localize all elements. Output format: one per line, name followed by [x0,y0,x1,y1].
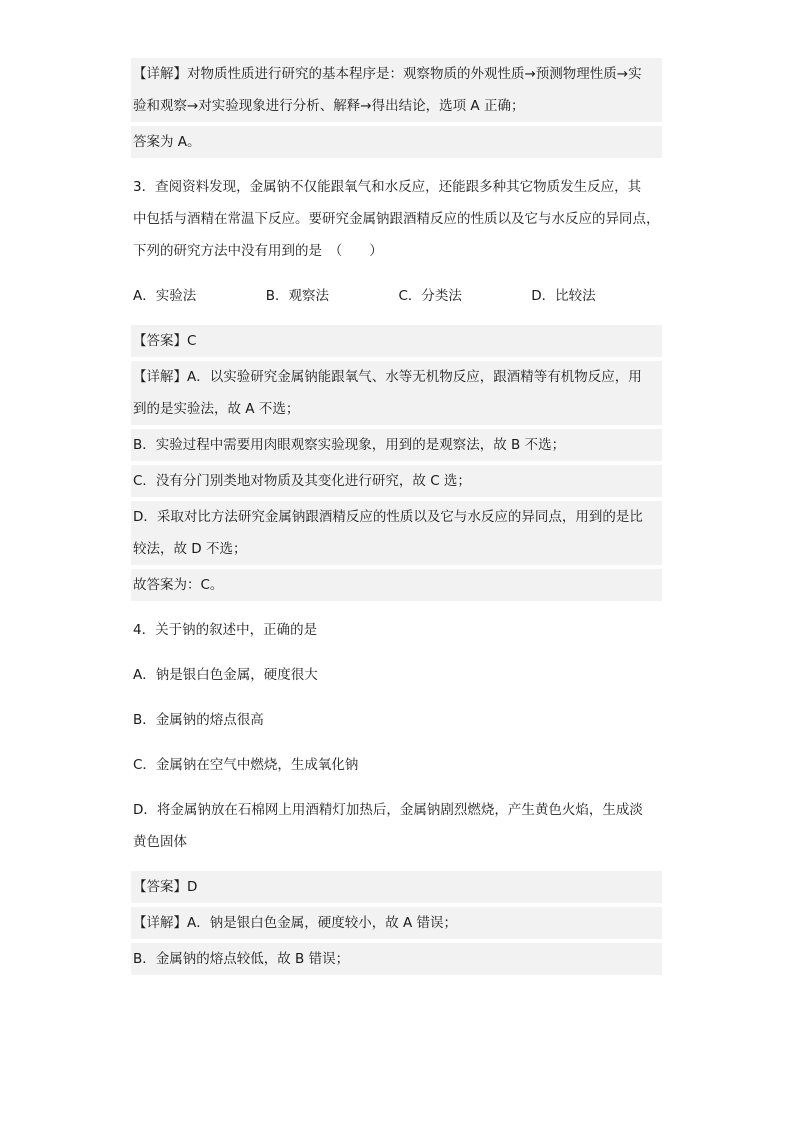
text-line: 【答案】C [133,333,197,349]
question-4-stem [131,614,662,646]
text-line: C．金属钠在空气中燃烧，生成氧化钠 [133,757,359,773]
question-4-explanation-2 [131,943,662,975]
question-4-option-c [131,749,662,781]
text-line: 【答案】D [133,879,198,895]
text-line: B．金属钠的熔点较低，故 B 错误； [133,951,350,967]
text-line: 【详解】对物质性质进行研究的基本程序是：观察物质的外观性质→预测物理性质→实 [133,66,642,82]
text-line: 4．关于钠的叙述中，正确的是 [133,622,318,638]
text-line: 答案为 A。 [133,134,201,150]
prev-explanation-block [131,58,662,122]
text-line: 【详解】A．钠是银白色金属，硬度较小，故 A 错误； [133,915,458,931]
text-line: 【详解】A．以实验研究金属钠能跟氧气、水等无机物反应，跟酒精等有机物反应，用 [133,369,642,385]
text-line: B．金属钠的熔点很高 [133,712,264,728]
text-line: B．实验过程中需要用肉眼观察实验现象，用到的是观察法，故 B 不选； [133,437,566,453]
question-3-stem [131,171,662,267]
question-4-option-b [131,704,662,736]
option-c: C．分类法 [398,288,462,304]
text-line: 较法，故 D 不选； [133,541,247,557]
text-line: 下列的研究方法中没有用到的是 （ ） [133,243,383,259]
prev-answer-line [131,126,662,158]
text-line: 故答案为：C。 [133,577,224,593]
question-3-final-answer [131,569,662,601]
text-line: 黄色固体 [133,834,187,850]
question-4-option-d [131,794,662,858]
text-line: A．钠是银白色金属，硬度很大 [133,667,318,683]
text-line: 到的是实验法，故 A 不选； [133,401,300,417]
question-3-explanation-3 [131,465,662,497]
question-4-option-a [131,659,662,691]
option-d: D．比较法 [531,288,596,304]
text-line: 3．查阅资料发现，金属钠不仅能跟氧气和水反应，还能跟多种其它物质发生反应，其 [133,179,642,195]
text-line: 验和观察→对实验现象进行分析、解释→得出结论，选项 A 正确； [133,98,525,114]
question-4-answer [131,871,662,903]
question-3-explanation-4 [131,501,662,565]
text-line: D．将金属钠放在石棉网上用酒精灯加热后，金属钠剧烈燃烧，产生黄色火焰，生成淡 [133,802,643,818]
question-3-explanation-1 [131,361,662,425]
option-b: B．观察法 [265,288,330,304]
question-3-explanation-2 [131,429,662,461]
question-3-answer [131,325,662,357]
question-3-options [131,280,662,312]
content-column [131,58,662,975]
option-a: A．实验法 [133,288,197,304]
text-line: D．采取对比方法研究金属钠跟酒精反应的性质以及它与水反应的异同点，用到的是比 [133,509,643,525]
question-4-explanation-1 [131,907,662,939]
text-line: 中包括与酒精在常温下反应。要研究金属钠跟酒精反应的性质以及它与水反应的异同点， [133,211,660,227]
text-line: C．没有分门别类地对物质及其变化进行研究，故 C 选； [133,473,471,489]
